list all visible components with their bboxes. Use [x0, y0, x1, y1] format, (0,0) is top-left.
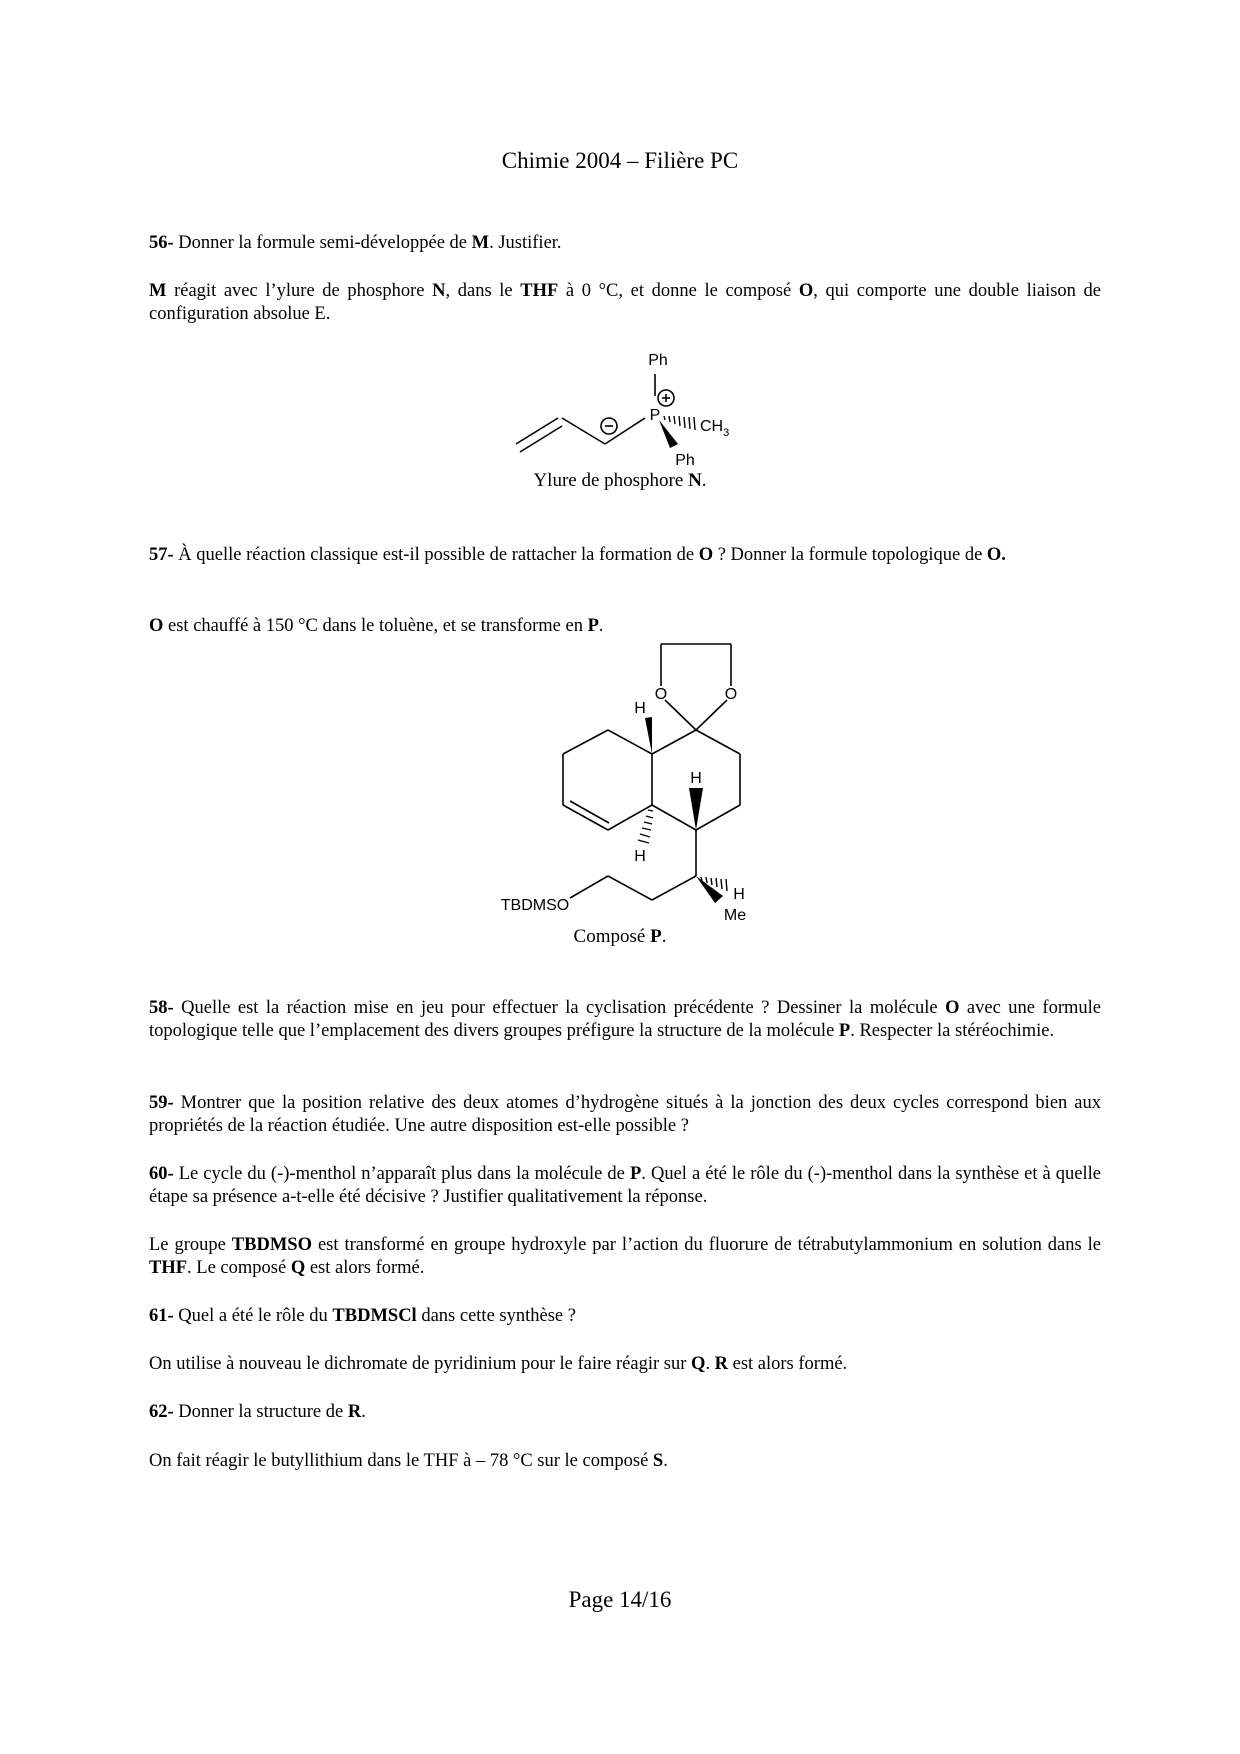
text: Composé	[573, 926, 651, 947]
text: On fait réagir le butyllithium dans le THF à – 78 °C sur le composé	[149, 1451, 653, 1471]
question-number: 62-	[149, 1402, 174, 1422]
question-59	[149, 1092, 1101, 1138]
page-footer: Page 14/16	[568, 1587, 672, 1612]
paragraph-m-reaction	[149, 280, 1101, 326]
page-header: Chimie 2004 – Filière PC	[501, 148, 739, 173]
compound-p-structure	[0, 630, 1240, 930]
text: .	[663, 1451, 668, 1471]
text: . Respecter la stéréochimie.	[850, 1021, 1055, 1041]
paragraph-butyllithium	[149, 1450, 1101, 1473]
text: réagit avec l’ylure de phosphore	[166, 281, 433, 301]
hydrogen-label-wedge: H	[690, 770, 702, 787]
group-label: TBDMSO	[231, 1235, 312, 1255]
oxygen-label-left: O	[654, 686, 668, 703]
compound-label: P	[650, 926, 662, 947]
ylide-caption	[0, 470, 1240, 492]
hydrogen-label-chain: H	[733, 886, 745, 903]
text: avec une formule topologique telle que l’emplacement des divers groupes préfigure la structure de la molécule	[149, 998, 1101, 1041]
text: dans cette synthèse ?	[416, 1306, 576, 1326]
compound-label: N	[432, 281, 446, 301]
text: Donner la formule semi-développée de	[173, 233, 472, 253]
text: On utilise à nouveau le dichromate de pyridinium pour le faire réagir sur	[149, 1354, 691, 1374]
text: est alors formé.	[728, 1354, 848, 1374]
text: .	[361, 1402, 366, 1422]
compound-label: Q	[290, 1258, 306, 1278]
text: . Justifier.	[489, 233, 562, 253]
text: à 0 °C, et donne le composé	[558, 281, 799, 301]
oxygen-label-right: O	[724, 686, 738, 703]
text: Quelle est la réaction mise en jeu pour effectuer la cyclisation précédente ? Dessiner la molécule	[173, 998, 946, 1018]
text: .	[661, 926, 667, 947]
text: .	[598, 616, 604, 636]
phosphorus-label: P	[649, 407, 661, 424]
question-60	[149, 1163, 1101, 1209]
reagent-label: TBDMSCl	[332, 1306, 417, 1326]
text: Quel a été le rôle du	[173, 1306, 333, 1326]
methyl-label: $CH_3$	[700, 418, 730, 439]
text: Montrer que la position relative des deux atomes d’hydrogène situés à la jonction des deux cycles correspond bien aux propriétés de la réaction étudiée. Une autre disposition est-elle possible ?	[149, 1093, 1101, 1136]
question-number: 56-	[149, 233, 174, 253]
text: Le groupe	[149, 1235, 232, 1255]
tbdmso-label: TBDMSO	[500, 897, 570, 914]
phenyl-bottom-label: Ph	[675, 452, 695, 469]
text: . Quel a été le rôle du (-)-menthol dans la synthèse et à quelle étape sa présence a-t-elle été décisive ? Justifier qualitativement la réponse.	[149, 1164, 1102, 1207]
hydrogen-label-bottom: H	[634, 848, 646, 865]
text: Donner la structure de	[173, 1402, 348, 1422]
compound-label: P	[838, 1021, 851, 1041]
text: .	[705, 1354, 715, 1374]
text: Ylure de phosphore	[533, 470, 689, 491]
text: ? Donner la formule topologique de	[713, 545, 987, 565]
text: , dans le	[445, 281, 521, 301]
question-number: 58-	[149, 998, 174, 1018]
compound-label: O	[698, 545, 714, 565]
text: . Le composé	[187, 1258, 291, 1278]
compound-label: R	[714, 1354, 728, 1374]
compound-label: M	[149, 281, 167, 301]
compound-label: M	[471, 233, 490, 253]
compound-label: S	[652, 1451, 664, 1471]
text: , qui comporte une double liaison de configuration absolue E.	[149, 281, 1102, 324]
question-number: 57-	[149, 545, 174, 565]
question-number: 60-	[149, 1164, 174, 1184]
question-56	[149, 232, 1101, 255]
question-number: 59-	[149, 1093, 174, 1113]
ylide-n-structure	[0, 340, 1240, 470]
compound-p-caption	[0, 926, 1240, 948]
compound-label: O	[149, 616, 164, 636]
text: À quelle réaction classique est-il possible de rattacher la formation de	[173, 545, 699, 565]
compound-label: P	[587, 616, 599, 636]
question-58	[149, 997, 1101, 1043]
solvent-label: THF	[520, 281, 559, 301]
compound-label: O	[945, 998, 960, 1018]
compound-label: R	[347, 1402, 362, 1422]
text: Le cycle du (-)-menthol n’apparaît plus dans la molécule de	[173, 1164, 630, 1184]
question-62	[149, 1401, 1101, 1424]
compound-label: Q	[690, 1354, 706, 1374]
text: .	[701, 470, 707, 491]
question-number: 61-	[149, 1306, 174, 1326]
compound-label: O	[798, 281, 814, 301]
solvent-label: THF	[149, 1258, 188, 1278]
text: est alors formé.	[305, 1258, 425, 1278]
text: est transformé en groupe hydroxyle par l’action du fluorure de tétrabutylammonium en solution dans le	[311, 1235, 1101, 1255]
compound-label: N	[688, 470, 702, 491]
text: est chauffé à 150 °C dans le toluène, et se transforme en	[163, 616, 588, 636]
paragraph-tbdmso	[149, 1234, 1101, 1280]
paragraph-pdc	[149, 1353, 1101, 1376]
compound-label: O.	[986, 545, 1006, 565]
hydrogen-label-top: H	[634, 700, 646, 717]
methyl-label: Me	[723, 907, 747, 924]
compound-label: P	[629, 1164, 642, 1184]
phenyl-top-label: Ph	[648, 352, 668, 369]
question-57	[149, 544, 1101, 567]
question-61	[149, 1305, 1101, 1328]
